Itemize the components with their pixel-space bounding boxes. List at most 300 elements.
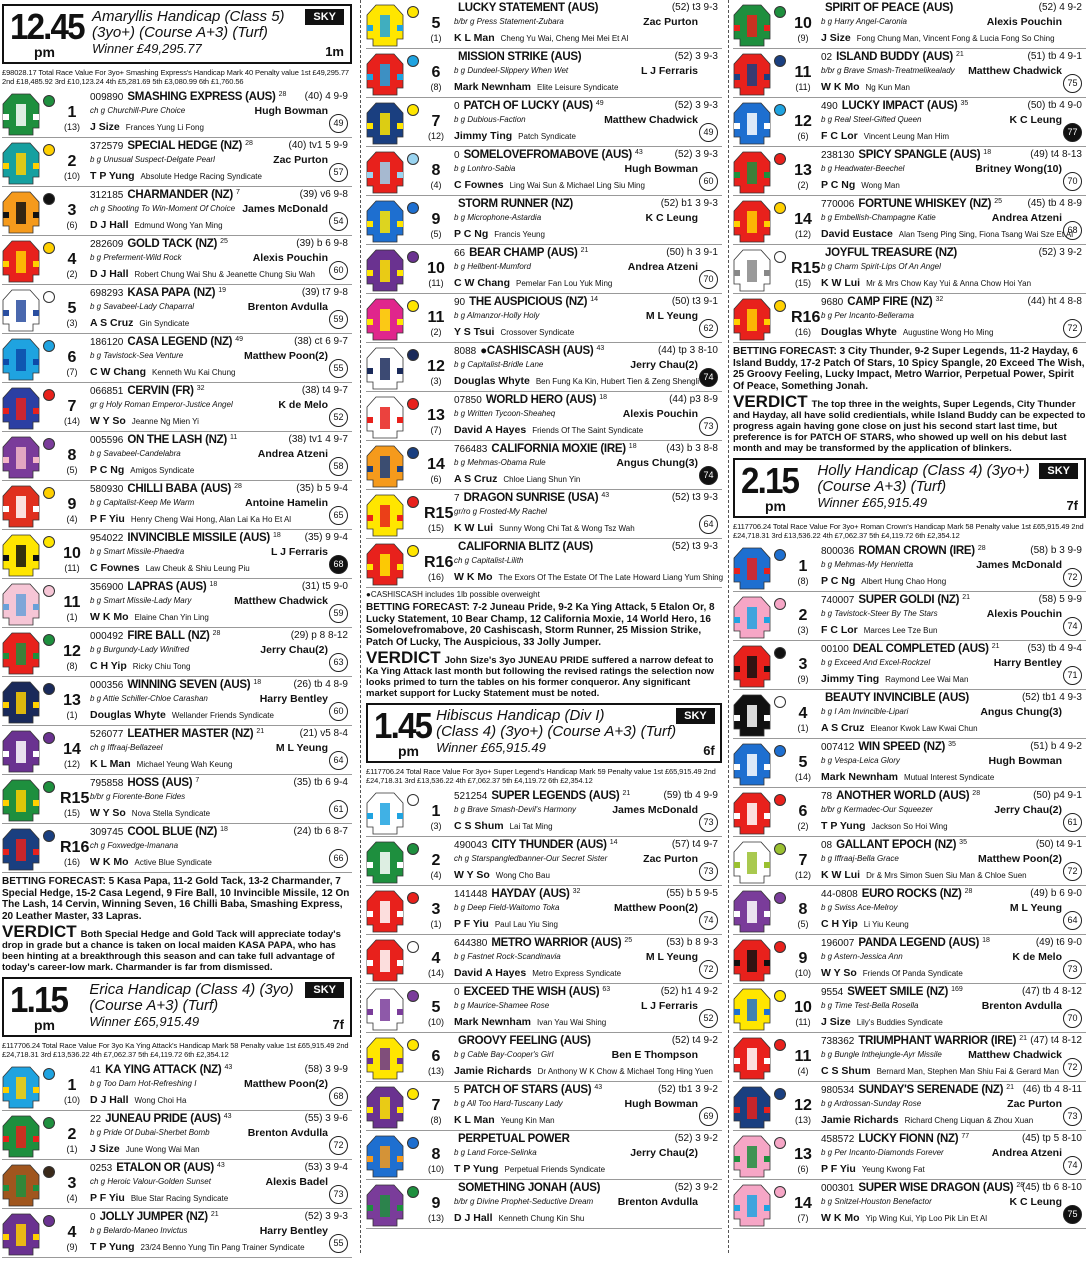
jockey-name[interactable]: C W Chang [454, 277, 510, 289]
rating-weight [302, 385, 348, 396]
runner-row[interactable] [733, 984, 1086, 1033]
runner-row[interactable] [2, 236, 352, 285]
runner-row[interactable] [366, 98, 722, 147]
jockey-cap-icon [407, 1186, 419, 1198]
horse-name[interactable]: SOMETHING JONAH [458, 1182, 567, 1194]
trainer-name[interactable]: Matthew Chadwick [604, 114, 698, 126]
jockey-name[interactable]: C Fownes [454, 179, 504, 191]
runner-row[interactable] [733, 543, 1086, 592]
breeding: b/br g Kermadec-Our Squeezer [821, 805, 933, 814]
runner-row[interactable] [366, 343, 722, 392]
trainer-name[interactable]: Antoine Hamelin [245, 497, 328, 509]
runner-row[interactable] [366, 837, 722, 886]
trainer-name[interactable]: M L Yeung [1009, 902, 1062, 914]
rating-weight [672, 296, 718, 307]
runner-row[interactable] [733, 935, 1086, 984]
trainer-name[interactable]: Alexis Pouchin [986, 16, 1062, 28]
jockey-name[interactable]: A S Cruz [90, 317, 134, 329]
horse-name[interactable]: GOLD TACK [127, 238, 193, 250]
jockey-name[interactable]: P F Yiu [821, 1163, 856, 1175]
runner-row[interactable] [2, 726, 352, 775]
jockey-silks-icon [733, 546, 771, 590]
horse-name[interactable]: CHARMANDER [127, 189, 209, 201]
runner-row[interactable] [2, 1160, 352, 1209]
trainer-name[interactable]: Jerry Chau(2) [630, 1147, 698, 1159]
horse-name[interactable]: PANDA LEGEND [858, 937, 946, 949]
trainer-name[interactable]: L J Ferraris [270, 546, 328, 558]
horse-name[interactable]: BEAUTY INVINCIBLE [825, 692, 936, 704]
trainer-name[interactable]: Harry Bentley [259, 1225, 328, 1237]
runner-row[interactable] [366, 1082, 722, 1131]
trainer-name[interactable]: Matthew Chadwick [234, 595, 328, 607]
jockey-name[interactable]: P C Ng [454, 228, 489, 240]
runner-line-1 [454, 345, 720, 359]
trainer-name[interactable]: Hugh Bowman [988, 755, 1062, 767]
jockey-name[interactable]: P C Ng [90, 464, 125, 476]
jockey-name[interactable]: C H Yip [90, 660, 127, 672]
jockey-name[interactable]: Y S Tsui [454, 326, 495, 338]
jockey-name[interactable]: W Y So [821, 967, 857, 979]
trainer-name[interactable]: Alexis Pouchin [986, 608, 1062, 620]
rating-weight [1028, 100, 1083, 111]
trainer-name[interactable]: M L Yeung [275, 742, 328, 754]
runner-line-3 [821, 624, 937, 636]
runner-row[interactable] [733, 245, 1086, 294]
jockey-name[interactable]: Jimmy Ting [454, 130, 513, 142]
trainer-name[interactable]: Hugh Bowman [254, 105, 328, 117]
horse-name[interactable]: CHILLI BABA [127, 483, 198, 495]
runner-row[interactable] [366, 539, 722, 588]
jockey-name[interactable]: D J Hall [90, 219, 129, 231]
jockey-name[interactable]: W K Mo [90, 856, 129, 868]
jockey-name[interactable]: F C Lor [821, 624, 858, 636]
jockey-name[interactable]: C W Chang [90, 366, 146, 378]
runner-row[interactable] [2, 1209, 352, 1258]
runner-row[interactable] [733, 592, 1086, 641]
trainer-name[interactable]: Matthew Poon(2) [614, 902, 698, 914]
runner-row[interactable] [2, 677, 352, 726]
handicap-rating: (45) [1021, 1182, 1040, 1193]
runner-line-1 [821, 839, 1084, 853]
runner-number: 8 [431, 162, 441, 179]
horse-nationality: (NZ) [981, 1084, 1004, 1096]
jockey-name[interactable]: T P Yung [454, 1163, 499, 1175]
jockey-name[interactable]: C S Shum [821, 1065, 871, 1077]
runner-line-1 [90, 826, 350, 840]
runner-row[interactable] [2, 138, 352, 187]
jockey-name[interactable]: A S Cruz [821, 722, 865, 734]
draw-number: (5) [430, 229, 442, 239]
age-weight: t3 9-3 [692, 492, 718, 503]
runner-row[interactable] [366, 196, 722, 245]
owner-name: Gin Syndicate [139, 319, 190, 328]
trainer-name[interactable]: Ben E Thompson [611, 1049, 698, 1061]
jockey-name[interactable]: Douglas Whyte [90, 709, 166, 721]
horse-name[interactable]: COOL BLUE [127, 826, 193, 838]
jockey-name[interactable]: K L Man [454, 1114, 495, 1126]
jockey-name[interactable]: K W Lui [821, 869, 861, 881]
runner-row[interactable] [2, 334, 352, 383]
draw-number: (8) [797, 576, 809, 586]
rating-weight [658, 1084, 718, 1095]
runner-row[interactable] [2, 530, 352, 579]
jockey-name[interactable]: David A Hayes [454, 967, 527, 979]
trainer-name[interactable]: Andrea Atzeni [991, 1147, 1062, 1159]
horse-name[interactable]: SPECIAL HEDGE [127, 140, 218, 152]
horse-name[interactable]: LEATHER MASTER [127, 728, 229, 740]
trainer-name[interactable]: Harry Bentley [259, 693, 328, 705]
horse-name[interactable]: DEAL COMPLETED [852, 643, 956, 655]
jockey-name[interactable]: Jimmy Ting [821, 673, 880, 685]
jockey-name[interactable]: C H Yip [821, 918, 858, 930]
handicap-rating: (55) [666, 888, 685, 899]
horse-name[interactable]: LUCKY STATEMENT [458, 2, 565, 14]
horse-name[interactable]: CALIFORNIA BLITZ [458, 541, 560, 553]
runner-row[interactable] [2, 628, 352, 677]
horse-name[interactable]: SUPER WISE DRAGON [858, 1182, 980, 1194]
jockey-name[interactable]: T P Yung [90, 1241, 135, 1253]
jockey-name[interactable]: P C Ng [821, 179, 856, 191]
runner-row[interactable] [366, 935, 722, 984]
horse-name[interactable]: MISSION STRIKE [458, 51, 548, 63]
runner-row[interactable] [733, 294, 1086, 343]
runner-row[interactable] [733, 886, 1086, 935]
handicap-rating: (52) [304, 1211, 323, 1222]
draw-number: (4) [430, 180, 442, 190]
jockey-name[interactable]: A S Cruz [454, 473, 498, 485]
runner-row[interactable] [733, 739, 1086, 788]
trainer-name[interactable]: Alexis Badel [265, 1176, 328, 1188]
runner-row[interactable] [2, 187, 352, 236]
runner-row[interactable] [366, 0, 722, 49]
jockey-name[interactable]: T P Yung [821, 820, 866, 832]
trainer-name[interactable]: Angus Chung(3) [616, 457, 698, 469]
horse-name[interactable]: THE AUSPICIOUS [469, 296, 563, 308]
horse-name[interactable]: ON THE LASH [127, 434, 203, 446]
runner-line-1 [90, 287, 350, 301]
horse-name[interactable]: DRAGON SUNRISE [463, 492, 565, 504]
horse-name[interactable]: SMASHING EXPRESS [127, 91, 243, 103]
trainer-name[interactable]: Matthew Poon(2) [244, 1078, 328, 1090]
runner-line-3 [821, 918, 909, 930]
horse-name[interactable]: LUCKY FIONN [858, 1133, 934, 1145]
runner-row[interactable] [733, 196, 1086, 245]
owner-name: Dr & Mrs Simon Suen Siu Man & Chloe Suen [866, 871, 1027, 880]
runner-row[interactable] [2, 1111, 352, 1160]
rating-weight [300, 728, 348, 739]
trainer-name[interactable]: K C Leung [645, 212, 698, 224]
jockey-name[interactable]: P F Yiu [454, 918, 489, 930]
trainer-name[interactable]: M L Yeung [645, 951, 698, 963]
jockey-name[interactable]: K L Man [454, 32, 495, 44]
horse-name[interactable]: BEAR CHAMP [469, 247, 545, 259]
runner-row[interactable] [733, 147, 1086, 196]
jockey-name[interactable]: K W Lui [454, 522, 494, 534]
horse-name[interactable]: ANOTHER WORLD [836, 790, 936, 802]
jockey-name[interactable]: F C Lor [821, 130, 858, 142]
handicap-rating: (52) [660, 986, 679, 997]
jockey-name[interactable]: W K Mo [454, 571, 493, 583]
runner-line-1 [90, 679, 350, 693]
trainer-name[interactable]: Andrea Atzeni [627, 261, 698, 273]
trainer-name[interactable]: M L Yeung [645, 310, 698, 322]
jockey-name[interactable]: D J Hall [90, 1094, 129, 1106]
age-weight: t7 9-8 [322, 287, 348, 298]
runner-row[interactable] [733, 641, 1086, 690]
runner-row[interactable] [2, 775, 352, 824]
jockey-name[interactable]: P F Yiu [90, 513, 125, 525]
trainer-name[interactable]: Hugh Bowman [624, 1098, 698, 1110]
trainer-name[interactable]: K de Melo [278, 399, 328, 411]
horse-name[interactable]: ROMAN CROWN [858, 545, 947, 557]
form-figures: 8088 [454, 346, 477, 357]
horse-name[interactable]: FIRE BALL [127, 630, 185, 642]
runner-row[interactable] [366, 392, 722, 441]
runner-row[interactable] [366, 49, 722, 98]
jockey-name[interactable]: J Size [821, 1016, 851, 1028]
age-weight: p 8 8-12 [311, 630, 348, 641]
runner-row[interactable] [366, 1180, 722, 1229]
horse-name[interactable]: HOSS [127, 777, 159, 789]
trainer-name[interactable]: L J Ferraris [640, 65, 698, 77]
jockey-name[interactable]: W Y So [90, 807, 126, 819]
runner-row[interactable] [366, 886, 722, 935]
trainer-name[interactable]: Angus Chung(3) [980, 706, 1062, 718]
runner-row[interactable] [733, 0, 1086, 49]
horse-name[interactable]: WINNING SEVEN [127, 679, 217, 691]
draw-number: (10) [794, 968, 811, 978]
trainer-name[interactable]: Jerry Chau(2) [630, 359, 698, 371]
horse-name[interactable]: LAPRAS [127, 581, 173, 593]
trainer-name[interactable]: Alexis Pouchin [622, 408, 698, 420]
jockey-name[interactable]: D J Hall [454, 1212, 493, 1224]
horse-name[interactable]: KASA PAPA [127, 287, 191, 299]
trainer-name[interactable]: Brenton Avdulla [247, 301, 328, 313]
runner-row[interactable] [733, 98, 1086, 147]
trainer-name[interactable]: Jerry Chau(2) [994, 804, 1062, 816]
form-figures: 766483 [454, 444, 488, 455]
runner-row[interactable] [733, 1033, 1086, 1082]
runner-row[interactable] [733, 1180, 1086, 1229]
age-weight: tb 4 8-12 [1042, 986, 1082, 997]
age-weight: 9 9-4 [325, 532, 348, 543]
horse-name[interactable]: PATCH OF STARS [463, 1084, 558, 1096]
horse-name[interactable]: SWEET SMILE [847, 986, 924, 998]
jockey-name[interactable]: Mark Newnham [454, 81, 532, 93]
jockey-name[interactable]: David A Hayes [454, 424, 527, 436]
runner-row[interactable] [733, 49, 1086, 98]
rating-weight [666, 443, 718, 454]
trainer-name[interactable]: Brenton Avdulla [981, 1000, 1062, 1012]
runner-row[interactable] [2, 481, 352, 530]
breeding: b g Per Incanto-Diamonds Forever [821, 1148, 944, 1157]
horse-name[interactable]: PATCH OF LUCKY [463, 100, 560, 112]
runner-row[interactable] [2, 383, 352, 432]
trainer-name[interactable]: James McDonald [976, 559, 1062, 571]
runner-line-3 [821, 673, 968, 685]
jockey-name[interactable]: Mark Newnham [821, 771, 899, 783]
jockey-name[interactable]: D J Hall [90, 268, 129, 280]
horse-name[interactable]: CAMP FIRE [847, 296, 908, 308]
jockey-name[interactable]: Douglas Whyte [821, 326, 897, 338]
jockey-name[interactable]: K L Man [90, 758, 131, 770]
trainer-name[interactable]: Hugh Bowman [624, 163, 698, 175]
jockey-name[interactable]: Jamie Richards [454, 1065, 532, 1077]
form-figures: 740007 [821, 595, 855, 606]
jockey-name[interactable]: David Eustace [821, 228, 893, 240]
owner-name: The Exors Of The Estate Of The Late Howard Liang Yum Shing [498, 573, 724, 582]
jockey-name[interactable]: Douglas Whyte [454, 375, 530, 387]
jockey-name[interactable]: W Y So [90, 415, 126, 427]
horse-name[interactable]: SUNDAY'S SERENADE [858, 1084, 979, 1096]
horse-name[interactable]: GROOVY FEELING [458, 1035, 558, 1047]
horse-name[interactable]: ●CASHISCASH [480, 345, 560, 357]
runner-row[interactable] [2, 432, 352, 481]
trainer-name[interactable]: Andrea Atzeni [257, 448, 328, 460]
trainer-name[interactable]: K C Leung [1009, 114, 1062, 126]
age-weight: tb 4 8-9 [1048, 198, 1082, 209]
horse-name[interactable]: SPICY SPANGLE [858, 149, 947, 161]
jockey-name[interactable]: Mark Newnham [454, 1016, 532, 1028]
horse-name[interactable]: JOLLY JUMPER [99, 1211, 183, 1223]
trainer-name[interactable]: L J Ferraris [640, 1000, 698, 1012]
trainer-name[interactable]: Matthew Chadwick [968, 65, 1062, 77]
runner-row[interactable] [366, 1131, 722, 1180]
trainer-name[interactable]: Brenton Avdulla [617, 1196, 698, 1208]
race-header [733, 458, 1086, 518]
horse-name[interactable]: CASA LEGEND [127, 336, 208, 348]
horse-name[interactable]: ETALON OR [116, 1162, 181, 1174]
rating-weight [1030, 545, 1082, 556]
jockey-name[interactable]: W K Mo [821, 81, 860, 93]
runner-row[interactable] [366, 490, 722, 539]
runner-row[interactable] [733, 1131, 1086, 1180]
jockey-name[interactable]: T P Yung [90, 170, 135, 182]
trainer-name[interactable]: K de Melo [1012, 951, 1062, 963]
runner-row[interactable] [2, 285, 352, 334]
runner-row[interactable] [733, 788, 1086, 837]
rating-weight [1023, 1084, 1082, 1095]
runner-row[interactable] [733, 1082, 1086, 1131]
trainer-name[interactable]: Matthew Poon(2) [978, 853, 1062, 865]
trainer-name[interactable]: Alexis Pouchin [252, 252, 328, 264]
trainer-name[interactable]: Harry Bentley [993, 657, 1062, 669]
race-conditions: (Course A+3) (Turf) [817, 478, 947, 495]
runner-row[interactable] [366, 147, 722, 196]
runner-line-3 [821, 32, 1055, 44]
runner-row[interactable] [366, 245, 722, 294]
jockey-name[interactable]: W Y So [454, 869, 490, 881]
runner-row[interactable] [733, 690, 1086, 739]
trainer-name[interactable]: James McDonald [242, 203, 328, 215]
horse-name[interactable]: INVINCIBLE MISSILE [127, 532, 237, 544]
horse-name[interactable]: WORLD HERO [485, 394, 563, 406]
jockey-name[interactable]: C S Shum [454, 820, 504, 832]
horse-name[interactable]: METRO WARRIOR [491, 937, 588, 949]
horse-name[interactable]: ISLAND BUDDY [836, 51, 920, 63]
runner-row[interactable] [2, 89, 352, 138]
horse-name[interactable]: CERVIN [127, 385, 169, 397]
horse-name[interactable]: PERPETUAL POWER [458, 1133, 570, 1145]
jockey-name[interactable]: P C Ng [821, 575, 856, 587]
horse-name[interactable]: JOYFUL TREASURE [825, 247, 933, 259]
runner-line-1 [821, 2, 1084, 16]
jockey-name[interactable]: J Size [90, 121, 120, 133]
runner-row[interactable] [366, 984, 722, 1033]
days-since-run: 43 [601, 492, 610, 499]
age-weight: tb 6 8-7 [314, 826, 348, 837]
horse-name[interactable]: SPIRIT OF PEACE [825, 2, 920, 14]
jockey-name[interactable]: K W Lui [821, 277, 861, 289]
runner-row[interactable] [366, 294, 722, 343]
runner-row[interactable] [366, 788, 722, 837]
runner-row[interactable] [2, 579, 352, 628]
trainer-name[interactable]: Britney Wong(10) [975, 163, 1062, 175]
trainer-name[interactable]: Matthew Chadwick [968, 1049, 1062, 1061]
horse-name[interactable]: EURO ROCKS [861, 888, 937, 900]
horse-nationality: (AUS) [982, 1182, 1014, 1194]
jockey-name[interactable]: J Size [90, 1143, 120, 1155]
jockey-name[interactable]: W K Mo [90, 611, 129, 623]
jockey-name[interactable]: J Size [821, 32, 851, 44]
jockey-name[interactable]: C Fownes [90, 562, 140, 574]
horse-name[interactable]: CITY THUNDER [491, 839, 574, 851]
horse-name[interactable]: JUNEAU PRIDE [105, 1113, 188, 1125]
horse-name[interactable]: TRIUMPHANT WARRIOR [858, 1035, 988, 1047]
horse-name[interactable]: WIN SPEED [858, 741, 921, 753]
trainer-name[interactable]: Matthew Poon(2) [244, 350, 328, 362]
horse-name[interactable]: HAYDAY [491, 888, 537, 900]
rating-weight [675, 1182, 718, 1193]
trainer-name[interactable]: Zac Purton [273, 154, 328, 166]
jockey-name[interactable]: W K Mo [821, 1212, 860, 1224]
horse-name[interactable]: SOMELOVEFROMABOVE [463, 149, 599, 161]
runner-row[interactable] [2, 824, 352, 873]
horse-name[interactable]: LUCKY IMPACT [841, 100, 924, 112]
trainer-name[interactable]: K C Leung [1009, 1196, 1062, 1208]
trainer-name[interactable]: Brenton Avdulla [247, 1127, 328, 1139]
runner-row[interactable] [366, 441, 722, 490]
breeding: b/br g Brave Smash-Treatmelikealady [821, 66, 955, 75]
days-since-run: 32 [935, 296, 944, 303]
runner-number: 8 [431, 1146, 441, 1163]
column-2 [366, 0, 722, 1253]
runner-row[interactable] [733, 837, 1086, 886]
trainer-name[interactable]: Zac Purton [643, 853, 698, 865]
trainer-name[interactable]: Andrea Atzeni [991, 212, 1062, 224]
horse-nationality: (NZ) [565, 296, 588, 308]
horse-name[interactable]: FORTUNE WHISKEY [858, 198, 967, 210]
jockey-name[interactable]: P F Yiu [90, 1192, 125, 1204]
horse-name[interactable]: KA YING ATTACK [105, 1064, 197, 1076]
runner-row[interactable] [366, 1033, 722, 1082]
horse-name[interactable]: GALLANT EPOCH [836, 839, 932, 851]
trainer-name[interactable]: Jerry Chau(2) [260, 644, 328, 656]
trainer-name[interactable]: Zac Purton [643, 16, 698, 28]
horse-nationality: (AUS) [175, 581, 207, 593]
horse-name[interactable]: CALIFORNIA MOXIE [491, 443, 598, 455]
horse-name[interactable]: SUPER GOLDI [858, 594, 935, 606]
trainer-name[interactable]: Zac Purton [1007, 1098, 1062, 1110]
runner-row[interactable] [2, 1062, 352, 1111]
jockey-name[interactable]: Jamie Richards [821, 1114, 899, 1126]
form-figures: 41 [90, 1065, 102, 1076]
horse-name[interactable]: STORM RUNNER [458, 198, 549, 210]
race-time: 1.45 [374, 705, 432, 746]
horse-name[interactable]: SUPER LEGENDS [491, 790, 586, 802]
horse-name[interactable]: EXCEED THE WISH [463, 986, 566, 998]
trainer-name[interactable]: James McDonald [612, 804, 698, 816]
